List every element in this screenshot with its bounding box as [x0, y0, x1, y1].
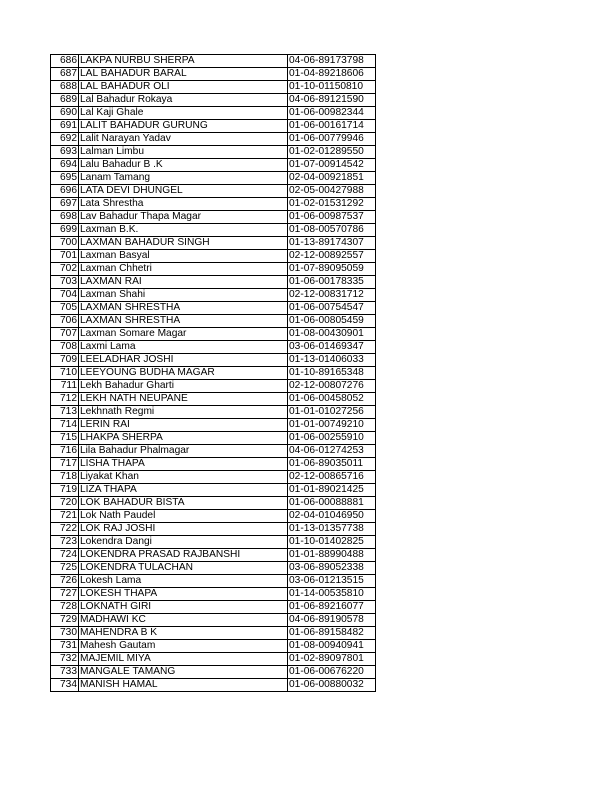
code-cell: 01-06-00676220: [288, 666, 376, 679]
table-row: [51, 536, 376, 549]
code-cell: 01-10-01150810: [288, 81, 376, 94]
table-row: [51, 484, 376, 497]
code-cell: 01-06-89035011: [288, 458, 376, 471]
table-row: [51, 107, 376, 120]
table-row: [51, 393, 376, 406]
code-cell: 01-07-89095059: [288, 263, 376, 276]
name-cell: Lok Nath Paudel: [79, 510, 288, 523]
serial-number-cell: 725: [51, 562, 79, 575]
table-row: [51, 185, 376, 198]
code-cell: 01-06-00880032: [288, 679, 376, 692]
table-row: [51, 302, 376, 315]
serial-number-cell: 696: [51, 185, 79, 198]
serial-number-cell: 712: [51, 393, 79, 406]
serial-number-cell: 687: [51, 68, 79, 81]
table-row: [51, 367, 376, 380]
code-cell: 01-08-00940941: [288, 640, 376, 653]
table-row: [51, 328, 376, 341]
name-cell: LAXMAN SHRESTHA: [79, 302, 288, 315]
table-row: [51, 601, 376, 614]
code-cell: 01-06-00178335: [288, 276, 376, 289]
table-row: [51, 380, 376, 393]
code-cell: 02-04-00921851: [288, 172, 376, 185]
table-row: [51, 263, 376, 276]
name-cell: Lalit Narayan Yadav: [79, 133, 288, 146]
table-row: [51, 250, 376, 263]
serial-number-cell: 706: [51, 315, 79, 328]
code-cell: 01-06-00779946: [288, 133, 376, 146]
table-row: [51, 55, 376, 68]
code-cell: 01-08-00430901: [288, 328, 376, 341]
code-cell: 01-06-00088881: [288, 497, 376, 510]
name-cell: LALIT BAHADUR GURUNG: [79, 120, 288, 133]
table-row: [51, 588, 376, 601]
code-cell: 01-06-89158482: [288, 627, 376, 640]
name-cell: Lila Bahadur Phalmagar: [79, 445, 288, 458]
table-row: [51, 211, 376, 224]
table-row: [51, 614, 376, 627]
name-cell: LOKNATH GIRI: [79, 601, 288, 614]
code-cell: 01-07-00914542: [288, 159, 376, 172]
name-cell: Lal Kaji Ghale: [79, 107, 288, 120]
serial-number-cell: 699: [51, 224, 79, 237]
name-cell: Laxman Chhetri: [79, 263, 288, 276]
name-cell: Lekhnath Regmi: [79, 406, 288, 419]
name-cell: Lekh Bahadur Gharti: [79, 380, 288, 393]
code-cell: 04-06-89121590: [288, 94, 376, 107]
name-cell: LISHA THAPA: [79, 458, 288, 471]
name-cell: LAL BAHADUR OLI: [79, 81, 288, 94]
table-row: [51, 237, 376, 250]
name-cell: LOK RAJ JOSHI: [79, 523, 288, 536]
code-cell: 03-06-89052338: [288, 562, 376, 575]
table-row: [51, 133, 376, 146]
table-row: [51, 406, 376, 419]
code-cell: 01-02-01289550: [288, 146, 376, 159]
serial-number-cell: 730: [51, 627, 79, 640]
name-cell: MAJEMIL MIYA: [79, 653, 288, 666]
name-cell: LEEYOUNG BUDHA MAGAR: [79, 367, 288, 380]
serial-number-cell: 694: [51, 159, 79, 172]
code-cell: 04-06-01274253: [288, 445, 376, 458]
name-cell: MADHAWI KC: [79, 614, 288, 627]
serial-number-cell: 705: [51, 302, 79, 315]
serial-number-cell: 727: [51, 588, 79, 601]
name-cell: LIZA THAPA: [79, 484, 288, 497]
records-table: [50, 54, 376, 692]
serial-number-cell: 688: [51, 81, 79, 94]
name-cell: Laxman B.K.: [79, 224, 288, 237]
code-cell: 01-06-00987537: [288, 211, 376, 224]
serial-number-cell: 716: [51, 445, 79, 458]
table-row: [51, 315, 376, 328]
name-cell: Lalman Limbu: [79, 146, 288, 159]
name-cell: LOKENDRA TULACHAN: [79, 562, 288, 575]
serial-number-cell: 728: [51, 601, 79, 614]
code-cell: 02-12-00865716: [288, 471, 376, 484]
table-row: [51, 224, 376, 237]
name-cell: Liyakat Khan: [79, 471, 288, 484]
name-cell: Laxman Shahi: [79, 289, 288, 302]
code-cell: 02-12-00807276: [288, 380, 376, 393]
code-cell: 01-06-00754547: [288, 302, 376, 315]
table-row: [51, 146, 376, 159]
name-cell: Lokesh Lama: [79, 575, 288, 588]
table-row: [51, 523, 376, 536]
code-cell: 01-14-00535810: [288, 588, 376, 601]
serial-number-cell: 704: [51, 289, 79, 302]
name-cell: Laxman Basyal: [79, 250, 288, 263]
serial-number-cell: 720: [51, 497, 79, 510]
name-cell: Lal Bahadur Rokaya: [79, 94, 288, 107]
serial-number-cell: 713: [51, 406, 79, 419]
name-cell: MANGALE TAMANG: [79, 666, 288, 679]
name-cell: LEELADHAR JOSHI: [79, 354, 288, 367]
code-cell: 03-06-01469347: [288, 341, 376, 354]
table-row: [51, 354, 376, 367]
name-cell: MANISH HAMAL: [79, 679, 288, 692]
table-row: [51, 120, 376, 133]
name-cell: LAXMAN RAI: [79, 276, 288, 289]
table-row: [51, 575, 376, 588]
code-cell: 01-06-00161714: [288, 120, 376, 133]
name-cell: Lanam Tamang: [79, 172, 288, 185]
name-cell: Laxmi Lama: [79, 341, 288, 354]
serial-number-cell: 729: [51, 614, 79, 627]
serial-number-cell: 700: [51, 237, 79, 250]
name-cell: LAXMAN BAHADUR SINGH: [79, 237, 288, 250]
name-cell: Lata Shrestha: [79, 198, 288, 211]
serial-number-cell: 731: [51, 640, 79, 653]
code-cell: 01-10-01402825: [288, 536, 376, 549]
table-row: [51, 198, 376, 211]
table-row: [51, 94, 376, 107]
table-row: [51, 159, 376, 172]
table-row: [51, 640, 376, 653]
records-body: [51, 55, 376, 692]
name-cell: LAXMAN SHRESTHA: [79, 315, 288, 328]
serial-number-cell: 693: [51, 146, 79, 159]
name-cell: Lalu Bahadur B .K: [79, 159, 288, 172]
serial-number-cell: 722: [51, 523, 79, 536]
code-cell: 02-04-01046950: [288, 510, 376, 523]
name-cell: LOKESH THAPA: [79, 588, 288, 601]
serial-number-cell: 719: [51, 484, 79, 497]
serial-number-cell: 695: [51, 172, 79, 185]
table-row: [51, 653, 376, 666]
serial-number-cell: 702: [51, 263, 79, 276]
name-cell: LATA DEVI DHUNGEL: [79, 185, 288, 198]
table-row: [51, 81, 376, 94]
table-row: [51, 276, 376, 289]
code-cell: 01-10-89165348: [288, 367, 376, 380]
table-row: [51, 458, 376, 471]
name-cell: LEKH NATH NEUPANE: [79, 393, 288, 406]
name-cell: LAKPA NURBU SHERPA: [79, 55, 288, 68]
code-cell: 01-06-00458052: [288, 393, 376, 406]
table-row: [51, 497, 376, 510]
serial-number-cell: 707: [51, 328, 79, 341]
code-cell: 01-06-00255910: [288, 432, 376, 445]
table-row: [51, 172, 376, 185]
table-row: [51, 549, 376, 562]
code-cell: 01-13-01357738: [288, 523, 376, 536]
serial-number-cell: 733: [51, 666, 79, 679]
code-cell: 01-08-00570786: [288, 224, 376, 237]
name-cell: MAHENDRA B K: [79, 627, 288, 640]
serial-number-cell: 692: [51, 133, 79, 146]
serial-number-cell: 734: [51, 679, 79, 692]
serial-number-cell: 703: [51, 276, 79, 289]
serial-number-cell: 689: [51, 94, 79, 107]
serial-number-cell: 721: [51, 510, 79, 523]
serial-number-cell: 691: [51, 120, 79, 133]
name-cell: LHAKPA SHERPA: [79, 432, 288, 445]
code-cell: 03-06-01213515: [288, 575, 376, 588]
table-row: [51, 510, 376, 523]
name-cell: LOKENDRA PRASAD RAJBANSHI: [79, 549, 288, 562]
code-cell: 01-13-89174307: [288, 237, 376, 250]
serial-number-cell: 686: [51, 55, 79, 68]
name-cell: Laxman Somare Magar: [79, 328, 288, 341]
serial-number-cell: 698: [51, 211, 79, 224]
serial-number-cell: 723: [51, 536, 79, 549]
code-cell: 02-05-00427988: [288, 185, 376, 198]
serial-number-cell: 709: [51, 354, 79, 367]
serial-number-cell: 710: [51, 367, 79, 380]
table-row: [51, 341, 376, 354]
table-row: [51, 432, 376, 445]
table-row: [51, 419, 376, 432]
serial-number-cell: 726: [51, 575, 79, 588]
table-row: [51, 445, 376, 458]
code-cell: 01-04-89218606: [288, 68, 376, 81]
code-cell: 01-06-00982344: [288, 107, 376, 120]
serial-number-cell: 724: [51, 549, 79, 562]
code-cell: 01-01-89021425: [288, 484, 376, 497]
serial-number-cell: 711: [51, 380, 79, 393]
name-cell: Lav Bahadur Thapa Magar: [79, 211, 288, 224]
serial-number-cell: 708: [51, 341, 79, 354]
table-row: [51, 627, 376, 640]
name-cell: LAL BAHADUR BARAL: [79, 68, 288, 81]
code-cell: 01-01-88990488: [288, 549, 376, 562]
serial-number-cell: 715: [51, 432, 79, 445]
name-cell: LOK BAHADUR BISTA: [79, 497, 288, 510]
code-cell: 01-02-89097801: [288, 653, 376, 666]
serial-number-cell: 697: [51, 198, 79, 211]
name-cell: Lokendra Dangi: [79, 536, 288, 549]
code-cell: 02-12-00831712: [288, 289, 376, 302]
table-row: [51, 666, 376, 679]
code-cell: 04-06-89190578: [288, 614, 376, 627]
serial-number-cell: 690: [51, 107, 79, 120]
table-row: [51, 68, 376, 81]
table-row: [51, 471, 376, 484]
name-cell: LERIN RAI: [79, 419, 288, 432]
code-cell: 01-13-01406033: [288, 354, 376, 367]
code-cell: 01-01-01027256: [288, 406, 376, 419]
code-cell: 02-12-00892557: [288, 250, 376, 263]
code-cell: 04-06-89173798: [288, 55, 376, 68]
serial-number-cell: 714: [51, 419, 79, 432]
serial-number-cell: 701: [51, 250, 79, 263]
table-row: [51, 562, 376, 575]
code-cell: 01-06-89216077: [288, 601, 376, 614]
code-cell: 01-01-00749210: [288, 419, 376, 432]
serial-number-cell: 717: [51, 458, 79, 471]
code-cell: 01-06-00805459: [288, 315, 376, 328]
name-cell: Mahesh Gautam: [79, 640, 288, 653]
table-row: [51, 679, 376, 692]
code-cell: 01-02-01531292: [288, 198, 376, 211]
serial-number-cell: 732: [51, 653, 79, 666]
serial-number-cell: 718: [51, 471, 79, 484]
table-row: [51, 289, 376, 302]
